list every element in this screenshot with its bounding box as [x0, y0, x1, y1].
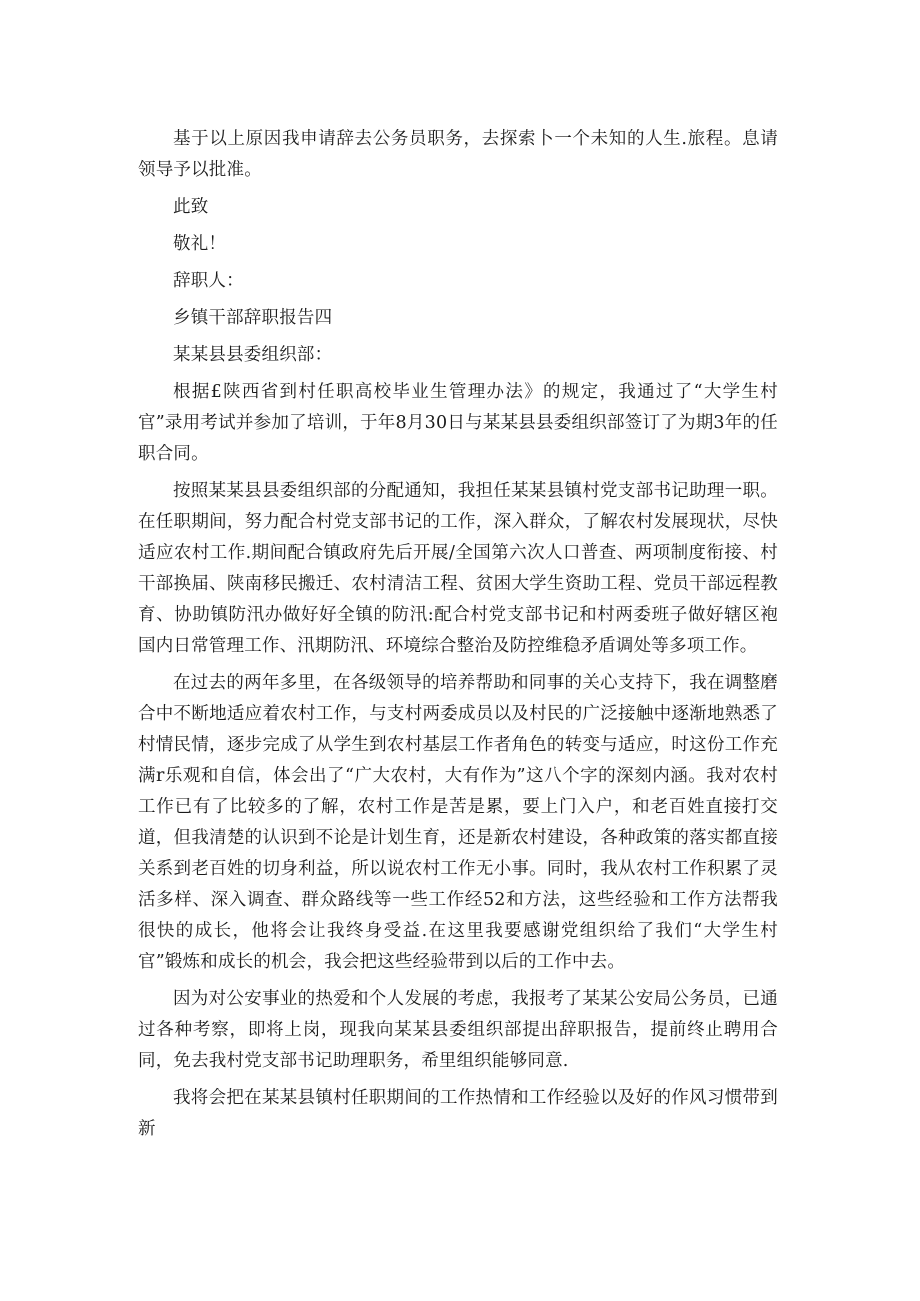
paragraph-respect: 敬礼！ — [173, 234, 227, 254]
section-title: 乡镇干部辞职报告四 — [173, 308, 333, 328]
paragraph-duties: 按照某某县县委组织部的分配通知，我担任某某县镇村党支部书记助理一职。在任职期间，努力配合村党支部书记的工作，深入群众，了解农村发展现状，尽快适应农村工作.期间配合镇政府先后开展/全国第六次人口普查、两项制度衔接、村干部换届、陕南移民搬迁、农村清洁工程、贫困大学生资助工程、党员干部远程教育、协助镇防汛办做好好全镇的防汛:配合村党支部书记和村两委班子做好辖区袍国内日常管理工作、汛期防汛、环境综合整治及防控维稳矛盾调处等多项工作。 — [138, 481, 778, 656]
paragraph-contract: 根据£陕西省到村任职高校毕业生管理办法》的规定，我通过了“大学生村官”录用考试并参加了培训，于年8月30日与某某县县委组织部签订了为期3年的任职合同。 — [138, 382, 778, 464]
paragraph-resignation-request: 基于以上原因我申请辞去公务员职务，去探索卜一个未知的人生.旅程。息请领导予以批准。 — [138, 129, 778, 180]
paragraph-salutation: 此致 — [173, 197, 209, 217]
paragraph-reason: 因为对公安事业的热爱和个人发展的考虑，我报考了某某公安局公务员，已通过各种考察，即将上岗，现我向某某县委组织部提出辞职报告，提前终止聘用合同，免去我村党支部书记助理职务，希里组织能够同意. — [138, 989, 778, 1071]
paragraph-addressee: 某某县县委组织部： — [173, 345, 333, 365]
paragraph-experience: 在过去的两年多里，在各级领导的培养帮助和同事的关心支持下，我在调整磨合中不断地适应着农村工作，与支村两委成员以及村民的广泛接触中逐渐地熟悉了村情民情，逐步完成了从学生到农村基层工作者角色的转变与适应，时这份工作充满r乐观和自信，体会出了“广大农村，大有作为”这八个字的深刻内涵。我对农村工作已有了比较多的了解，农村工作是苦是累，要上门入户，和老百姓直接打交道，但我清楚的认识到不论是计划生育，还是新农村建设，各种政策的落实都直接关系到老百姓的切身利益，所以说农村工作无小事。同时，我从农村工作积累了灵活多样、深入调查、群众路线等一些工作经52和方法，这些经验和工作方法帮我很快的成长，他将会让我终身受益.在这里我要感谢党组织给了我们“大学生村官”锻炼和成长的机会，我会把这些经验带到以后的工作中去。 — [138, 673, 778, 972]
paragraph-closing: 我将会把在某某县镇村任职期间的工作热情和工作经验以及好的作风习惯带到新 — [138, 1088, 778, 1139]
document-body — [138, 124, 778, 1151]
paragraph-signer: 辞职人： — [173, 271, 244, 291]
